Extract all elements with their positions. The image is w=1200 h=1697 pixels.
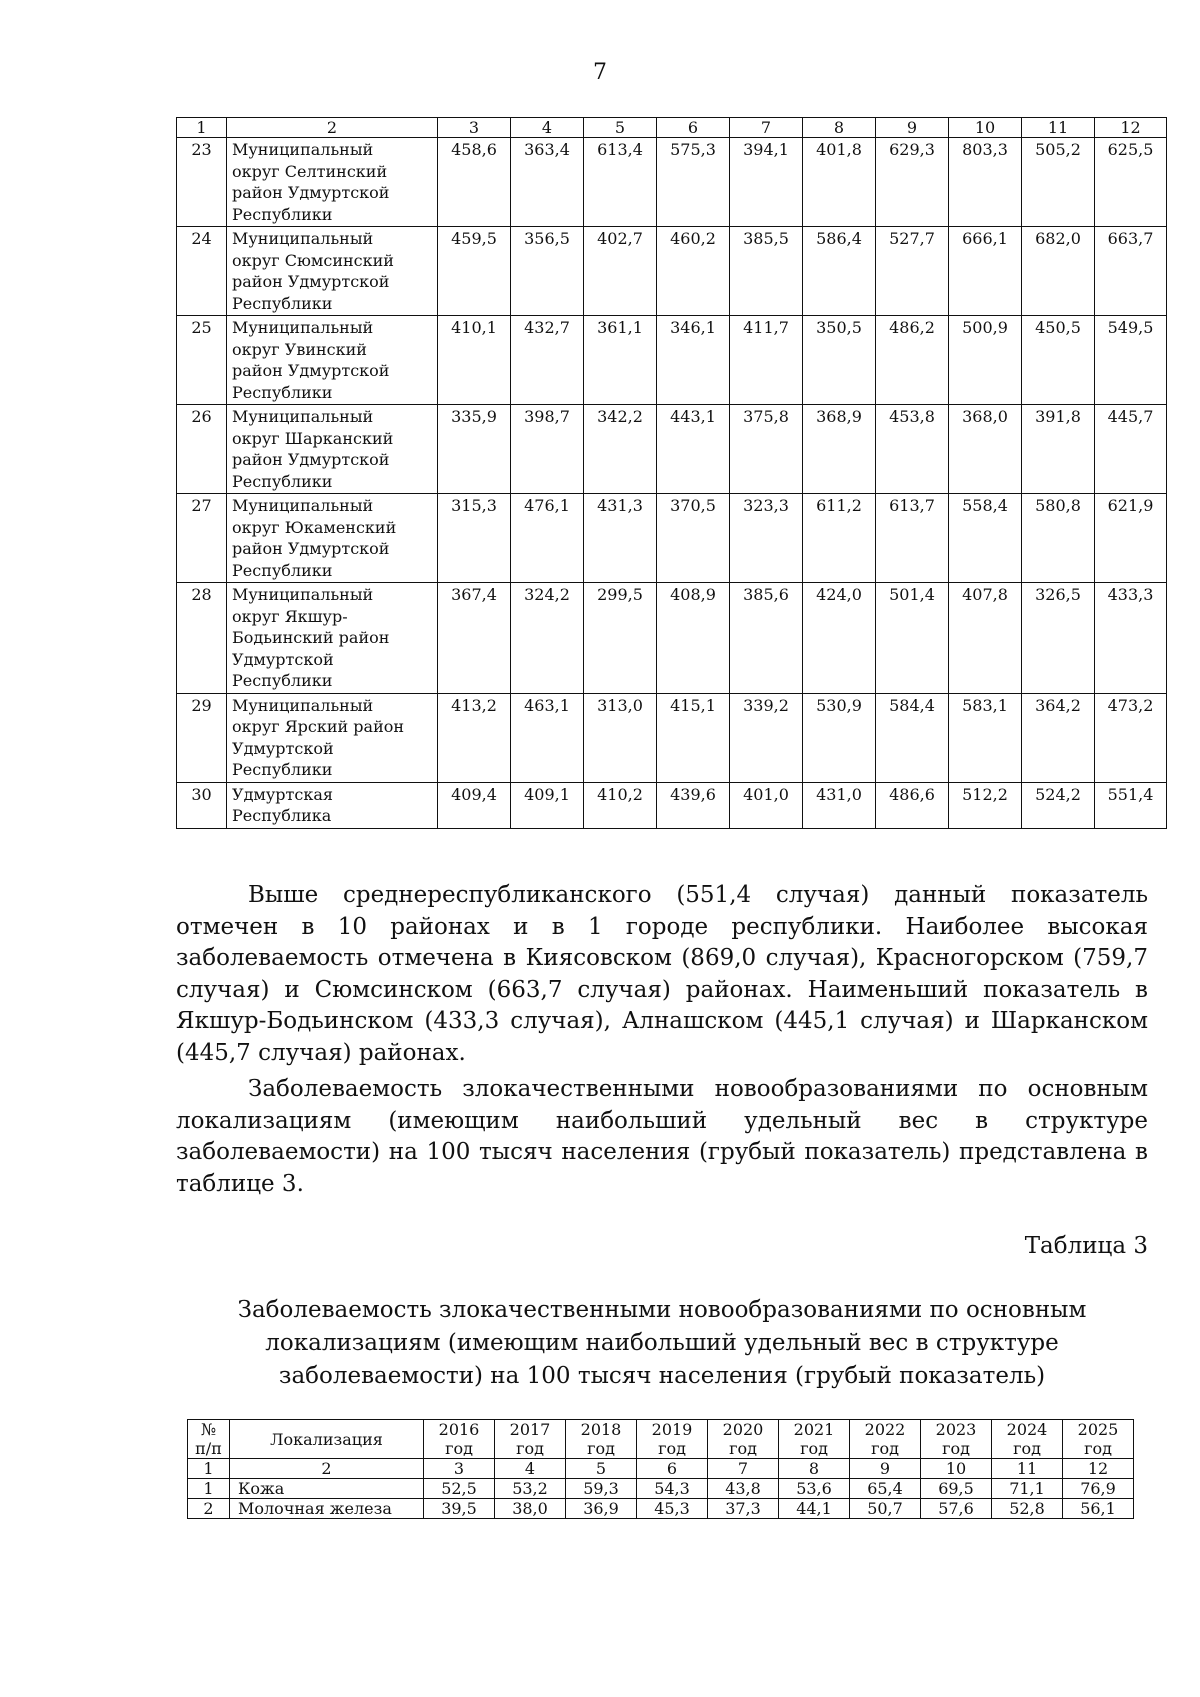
district-name (227, 138, 438, 227)
district-name-line: Удмуртская (232, 784, 333, 804)
value-cell: 439,6 (657, 782, 730, 828)
year: 2024 (1006, 1420, 1048, 1439)
table-row (188, 1479, 1134, 1499)
header-num: № (200, 1420, 217, 1439)
value-cell: 408,9 (657, 583, 730, 694)
column-number: 2 (227, 118, 438, 138)
district-name-line: Республики (232, 293, 333, 313)
value-cell: 551,4 (1095, 782, 1167, 828)
value-cell: 53,6 (779, 1479, 850, 1499)
value-cell: 375,8 (730, 405, 803, 494)
district-name-line: Республики (232, 560, 333, 580)
value-cell: 459,5 (438, 227, 511, 316)
district-name-line: Республики (232, 204, 333, 224)
value-cell: 391,8 (1022, 405, 1095, 494)
value-cell: 52,5 (424, 1479, 495, 1499)
year-header (992, 1420, 1063, 1459)
district-name-line: Республика (232, 806, 332, 825)
value-cell: 323,3 (730, 494, 803, 583)
table-row (177, 227, 1167, 316)
value-cell: 458,6 (438, 138, 511, 227)
year-suffix: год (800, 1439, 828, 1458)
row-number: 29 (177, 693, 227, 782)
value-cell: 37,3 (708, 1499, 779, 1519)
header-num-sub: п/п (195, 1439, 222, 1458)
year-header (779, 1420, 850, 1459)
district-name-line: район Удмуртской (232, 272, 390, 291)
column-number: 4 (495, 1459, 566, 1479)
value-cell: 410,2 (584, 782, 657, 828)
district-name-line: округ Юкаменский (232, 517, 397, 537)
year: 2025 (1077, 1420, 1119, 1439)
district-name-line: Муниципальный (232, 585, 374, 604)
value-cell: 580,8 (1022, 494, 1095, 583)
value-cell: 415,1 (657, 693, 730, 782)
table-3-label: Таблица 3 (1024, 1233, 1148, 1259)
value-cell: 398,7 (511, 405, 584, 494)
district-name-line: Муниципальный (232, 229, 374, 248)
value-cell: 583,1 (949, 693, 1022, 782)
row-number: 23 (177, 138, 227, 227)
value-cell: 413,2 (438, 693, 511, 782)
value-cell: 57,6 (921, 1499, 992, 1519)
district-name-line: Республики (232, 382, 333, 402)
year-suffix: год (1084, 1439, 1112, 1458)
row-number: 30 (177, 782, 227, 828)
district-name-line: район Удмуртской (232, 183, 390, 202)
value-cell: 500,9 (949, 316, 1022, 405)
row-number: 25 (177, 316, 227, 405)
year-suffix: год (587, 1439, 615, 1458)
value-cell: 611,2 (803, 494, 876, 583)
value-cell: 71,1 (992, 1479, 1063, 1499)
district-name-line: район Удмуртской (232, 450, 390, 469)
value-cell: 625,5 (1095, 138, 1167, 227)
value-cell: 803,3 (949, 138, 1022, 227)
row-number: 28 (177, 583, 227, 694)
column-number: 7 (730, 118, 803, 138)
value-cell: 394,1 (730, 138, 803, 227)
year-header (566, 1420, 637, 1459)
value-cell: 527,7 (876, 227, 949, 316)
value-cell: 524,2 (1022, 782, 1095, 828)
table-row (177, 693, 1167, 782)
table-row (177, 583, 1167, 694)
value-cell: 445,7 (1095, 405, 1167, 494)
district-name-line: округ Сюмсинский (232, 250, 394, 270)
value-cell: 575,3 (657, 138, 730, 227)
year-suffix: год (729, 1439, 757, 1458)
value-cell: 368,9 (803, 405, 876, 494)
column-number: 7 (708, 1459, 779, 1479)
year-suffix: год (445, 1439, 473, 1458)
value-cell: 313,0 (584, 693, 657, 782)
value-cell: 682,0 (1022, 227, 1095, 316)
column-number: 6 (657, 118, 730, 138)
row-number: 2 (188, 1499, 230, 1519)
value-cell: 505,2 (1022, 138, 1095, 227)
column-number: 9 (850, 1459, 921, 1479)
value-cell: 450,5 (1022, 316, 1095, 405)
column-number: 3 (424, 1459, 495, 1479)
value-cell: 424,0 (803, 583, 876, 694)
column-number-row (177, 118, 1167, 138)
table3-header-row (188, 1420, 1134, 1459)
year-header (850, 1420, 921, 1459)
value-cell: 443,1 (657, 405, 730, 494)
incidence-by-localization-table (187, 1419, 1134, 1519)
value-cell: 59,3 (566, 1479, 637, 1499)
row-number: 27 (177, 494, 227, 583)
district-name-line: Республики (232, 760, 333, 779)
value-cell: 76,9 (1063, 1479, 1134, 1499)
table-row (177, 405, 1167, 494)
value-cell: 342,2 (584, 405, 657, 494)
year-suffix: год (516, 1439, 544, 1458)
district-name-line: Муниципальный (232, 407, 374, 426)
value-cell: 584,4 (876, 693, 949, 782)
value-cell: 367,4 (438, 583, 511, 694)
value-cell: 613,7 (876, 494, 949, 583)
year-header (708, 1420, 779, 1459)
value-cell: 339,2 (730, 693, 803, 782)
value-cell: 432,7 (511, 316, 584, 405)
district-name-line: Муниципальный (232, 140, 374, 159)
year: 2018 (580, 1420, 622, 1439)
district-name (227, 405, 438, 494)
value-cell: 407,8 (949, 583, 1022, 694)
column-number: 6 (637, 1459, 708, 1479)
district-name (227, 316, 438, 405)
caption-line: локализациям (имеющим наибольший удельный вес в структуре (265, 1330, 1059, 1356)
value-cell: 299,5 (584, 583, 657, 694)
value-cell: 39,5 (424, 1499, 495, 1519)
table-row (177, 494, 1167, 583)
year: 2023 (935, 1420, 977, 1439)
value-cell: 512,2 (949, 782, 1022, 828)
row-number: 1 (188, 1479, 230, 1499)
column-number-row (188, 1459, 1134, 1479)
value-cell: 385,5 (730, 227, 803, 316)
column-number: 9 (876, 118, 949, 138)
value-cell: 486,6 (876, 782, 949, 828)
column-number: 1 (177, 118, 227, 138)
value-cell: 431,0 (803, 782, 876, 828)
value-cell: 44,1 (779, 1499, 850, 1519)
value-cell: 431,3 (584, 494, 657, 583)
year-header (1063, 1420, 1134, 1459)
table-row (188, 1499, 1134, 1519)
column-number: 11 (992, 1459, 1063, 1479)
caption-line: заболеваемости) на 100 тысяч населения (грубый показатель) (278, 1363, 1046, 1389)
table-row (177, 138, 1167, 227)
year-suffix: год (871, 1439, 899, 1458)
table-row (177, 782, 1167, 828)
localization-name: Молочная железа (230, 1499, 424, 1519)
value-cell: 453,8 (876, 405, 949, 494)
value-cell: 370,5 (657, 494, 730, 583)
incidence-by-district-table (176, 117, 1167, 829)
district-name-line: Удмуртской (232, 649, 334, 669)
district-name (227, 583, 438, 694)
year: 2022 (864, 1420, 906, 1439)
value-cell: 363,4 (511, 138, 584, 227)
localization-name: Кожа (230, 1479, 424, 1499)
year: 2020 (722, 1420, 764, 1439)
table-3-caption (176, 1294, 1148, 1393)
district-name (227, 227, 438, 316)
column-number: 12 (1063, 1459, 1134, 1479)
value-cell: 56,1 (1063, 1499, 1134, 1519)
value-cell: 613,4 (584, 138, 657, 227)
year-header (495, 1420, 566, 1459)
district-name-line: Муниципальный (232, 496, 374, 515)
district-name (227, 782, 438, 828)
value-cell: 350,5 (803, 316, 876, 405)
column-number: 8 (779, 1459, 850, 1479)
district-name-line: округ Увинский (232, 339, 367, 359)
district-name-line: Удмуртской (232, 738, 334, 758)
value-cell: 361,1 (584, 316, 657, 405)
value-cell: 409,1 (511, 782, 584, 828)
value-cell: 473,2 (1095, 693, 1167, 782)
district-name-line: Бодьинский район (232, 628, 390, 647)
value-cell: 315,3 (438, 494, 511, 583)
year-header (921, 1420, 992, 1459)
column-number: 10 (921, 1459, 992, 1479)
value-cell: 50,7 (850, 1499, 921, 1519)
value-cell: 326,5 (1022, 583, 1095, 694)
value-cell: 549,5 (1095, 316, 1167, 405)
column-number: 5 (566, 1459, 637, 1479)
value-cell: 486,2 (876, 316, 949, 405)
value-cell: 433,3 (1095, 583, 1167, 694)
district-name-line: округ Селтинский (232, 161, 388, 181)
paragraph-above-average: Выше среднереспубликанского (551,4 случая) данный показатель отмечен в 10 районах и в 1 городе республики. Наиболее высокая заболеваемость отмечена в Киясовском (869,0 случая), Красногорском (759,7 случая) и Сюмсинском (663,7 случая) районах. Наименьший показатель в Якшур-Бодьинском (433,3 случая), Алнашском (445,1 случая) и Шарканском (445,7 случая) районах. (176, 882, 1148, 1066)
row-number: 26 (177, 405, 227, 494)
value-cell: 476,1 (511, 494, 584, 583)
value-cell: 53,2 (495, 1479, 566, 1499)
value-cell: 411,7 (730, 316, 803, 405)
column-number: 8 (803, 118, 876, 138)
value-cell: 409,4 (438, 782, 511, 828)
value-cell: 43,8 (708, 1479, 779, 1499)
value-cell: 666,1 (949, 227, 1022, 316)
year: 2021 (793, 1420, 835, 1439)
value-cell: 69,5 (921, 1479, 992, 1499)
district-name (227, 693, 438, 782)
year-header (637, 1420, 708, 1459)
district-name-line: район Удмуртской (232, 361, 390, 380)
value-cell: 530,9 (803, 693, 876, 782)
column-number: 11 (1022, 118, 1095, 138)
district-name-line: округ Шарканский (232, 428, 394, 448)
value-cell: 38,0 (495, 1499, 566, 1519)
value-cell: 54,3 (637, 1479, 708, 1499)
district-name-line: Муниципальный (232, 318, 374, 337)
value-cell: 501,4 (876, 583, 949, 694)
value-cell: 663,7 (1095, 227, 1167, 316)
value-cell: 410,1 (438, 316, 511, 405)
paragraph-table3-intro: Заболеваемость злокачественными новообразованиями по основным локализациям (имеющим наибольший удельный вес в структуре заболеваемости) на 100 тысяч населения (грубый показатель) представлена в таблице 3. (176, 1076, 1148, 1197)
value-cell: 324,2 (511, 583, 584, 694)
year: 2016 (438, 1420, 480, 1439)
value-cell: 356,5 (511, 227, 584, 316)
value-cell: 401,8 (803, 138, 876, 227)
district-name-line: район Удмуртской (232, 539, 390, 558)
value-cell: 586,4 (803, 227, 876, 316)
column-number: 12 (1095, 118, 1167, 138)
district-name (227, 494, 438, 583)
value-cell: 364,2 (1022, 693, 1095, 782)
table-row (177, 316, 1167, 405)
header-localization: Локализация (230, 1420, 424, 1459)
column-number: 2 (230, 1459, 424, 1479)
year: 2017 (509, 1420, 551, 1439)
value-cell: 36,9 (566, 1499, 637, 1519)
year-header (424, 1420, 495, 1459)
value-cell: 558,4 (949, 494, 1022, 583)
district-name-line: Республики (232, 671, 333, 690)
value-cell: 335,9 (438, 405, 511, 494)
value-cell: 346,1 (657, 316, 730, 405)
year-suffix: год (1013, 1439, 1041, 1458)
column-number: 1 (188, 1459, 230, 1479)
value-cell: 463,1 (511, 693, 584, 782)
value-cell: 385,6 (730, 583, 803, 694)
row-number: 24 (177, 227, 227, 316)
header-num-cell (188, 1420, 230, 1459)
caption-line: Заболеваемость злокачественными новообразованиями по основным (237, 1297, 1087, 1323)
district-name-line: округ Якшур- (232, 606, 348, 626)
value-cell: 402,7 (584, 227, 657, 316)
value-cell: 368,0 (949, 405, 1022, 494)
year-suffix: год (942, 1439, 970, 1458)
column-number: 4 (511, 118, 584, 138)
value-cell: 401,0 (730, 782, 803, 828)
value-cell: 460,2 (657, 227, 730, 316)
district-name-line: Республики (232, 471, 333, 491)
column-number: 5 (584, 118, 657, 138)
year-suffix: год (658, 1439, 686, 1458)
page-number: 7 (593, 60, 607, 85)
value-cell: 65,4 (850, 1479, 921, 1499)
value-cell: 629,3 (876, 138, 949, 227)
district-name-line: Муниципальный (232, 695, 374, 715)
value-cell: 52,8 (992, 1499, 1063, 1519)
year: 2019 (651, 1420, 693, 1439)
value-cell: 621,9 (1095, 494, 1167, 583)
district-name-line: округ Ярский район (232, 717, 405, 736)
value-cell: 45,3 (637, 1499, 708, 1519)
column-number: 3 (438, 118, 511, 138)
column-number: 10 (949, 118, 1022, 138)
